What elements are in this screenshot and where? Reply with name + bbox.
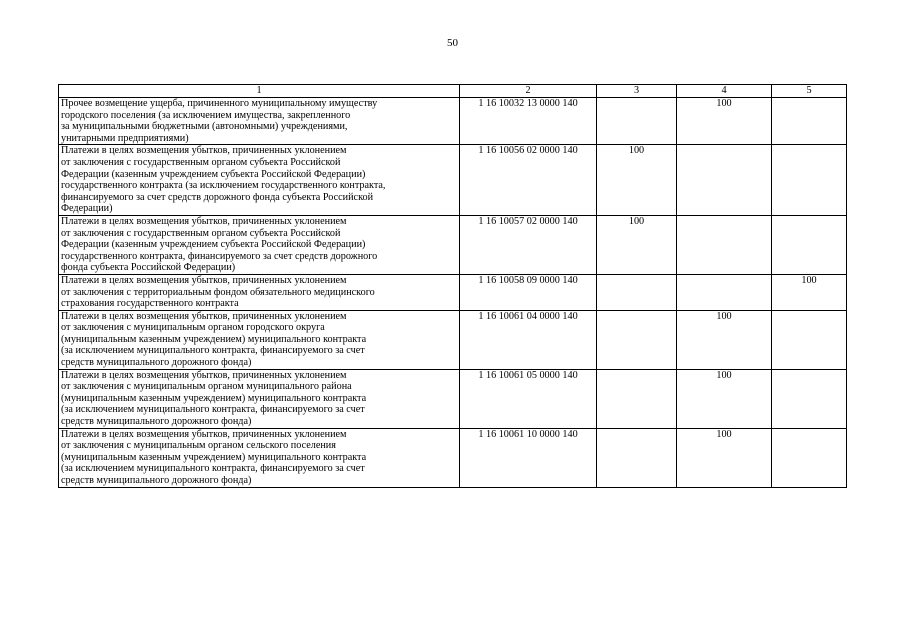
table-row — [59, 145, 847, 216]
revenue-name-cell: Платежи в целях возмещения убытков, причиненных уклонением от заключения с муниципальным органом городского округа (муниципальным казенным учреждением) муниципального контракта (за исключением муниципального контракта, финансируемого за счет средств муниципального дорожного фонда) — [59, 310, 460, 369]
column-header-5: 5 — [772, 85, 847, 98]
table-header-row — [59, 85, 847, 98]
col-5-value-cell — [772, 98, 847, 145]
col-5-value-cell — [772, 145, 847, 216]
col-3-value-cell: 100 — [597, 215, 677, 274]
col-3-value-cell — [597, 274, 677, 310]
revenue-name-cell: Платежи в целях возмещения убытков, причиненных уклонением от заключения с государственным органом субъекта Российской Федерации (казенным учреждением субъекта Российской Федерации) государственного контракта (за исключением государственного контракта, финансируемого за счет средств дорожного фонда субъекта Российской Федерации) — [59, 145, 460, 216]
col-4-value-cell — [677, 145, 772, 216]
table-row — [59, 98, 847, 145]
column-header-1: 1 — [59, 85, 460, 98]
column-header-3: 3 — [597, 85, 677, 98]
revenue-table — [58, 84, 847, 488]
col-4-value-cell — [677, 274, 772, 310]
column-header-4: 4 — [677, 85, 772, 98]
col-5-value-cell — [772, 369, 847, 428]
table-row — [59, 369, 847, 428]
col-3-value-cell: 100 — [597, 145, 677, 216]
col-3-value-cell — [597, 369, 677, 428]
col-4-value-cell: 100 — [677, 98, 772, 145]
col-5-value-cell: 100 — [772, 274, 847, 310]
col-5-value-cell — [772, 215, 847, 274]
revenue-code-cell: 1 16 10058 09 0000 140 — [460, 274, 597, 310]
revenue-code-cell: 1 16 10032 13 0000 140 — [460, 98, 597, 145]
table-row — [59, 428, 847, 487]
revenue-code-cell: 1 16 10056 02 0000 140 — [460, 145, 597, 216]
table-row — [59, 310, 847, 369]
table-row — [59, 274, 847, 310]
col-4-value-cell — [677, 215, 772, 274]
col-3-value-cell — [597, 310, 677, 369]
col-4-value-cell: 100 — [677, 369, 772, 428]
page-number: 50 — [447, 37, 458, 49]
revenue-name-cell: Платежи в целях возмещения убытков, причиненных уклонением от заключения с муниципальным органом муниципального района (муниципальным казенным учреждением) муниципального контракта (за исключением муниципального контракта, финансируемого за счет средств муниципального дорожного фонда) — [59, 369, 460, 428]
revenue-name-cell: Прочее возмещение ущерба, причиненного муниципальному имуществу городского поселения (за исключением имущества, закрепленного за муниципальными бюджетными (автономными) учреждениями, унитарными предприятиями) — [59, 98, 460, 145]
col-3-value-cell — [597, 428, 677, 487]
col-4-value-cell: 100 — [677, 310, 772, 369]
revenue-name-cell: Платежи в целях возмещения убытков, причиненных уклонением от заключения с государственным органом субъекта Российской Федерации (казенным учреждением субъекта Российской Федерации) государственного контракта, финансируемого за счет средств дорожного фонда субъекта Российской Федерации) — [59, 215, 460, 274]
col-5-value-cell — [772, 428, 847, 487]
col-3-value-cell — [597, 98, 677, 145]
revenue-code-cell: 1 16 10061 04 0000 140 — [460, 310, 597, 369]
revenue-code-cell: 1 16 10061 10 0000 140 — [460, 428, 597, 487]
revenue-name-cell: Платежи в целях возмещения убытков, причиненных уклонением от заключения с муниципальным органом сельского поселения (муниципальным казенным учреждением) муниципального контракта (за исключением муниципального контракта, финансируемого за счет средств муниципального дорожного фонда) — [59, 428, 460, 487]
col-5-value-cell — [772, 310, 847, 369]
table-row — [59, 215, 847, 274]
revenue-code-cell: 1 16 10057 02 0000 140 — [460, 215, 597, 274]
revenue-code-cell: 1 16 10061 05 0000 140 — [460, 369, 597, 428]
col-4-value-cell: 100 — [677, 428, 772, 487]
revenue-name-cell: Платежи в целях возмещения убытков, причиненных уклонением от заключения с территориальным фондом обязательного медицинского страхования государственного контракта — [59, 274, 460, 310]
column-header-2: 2 — [460, 85, 597, 98]
